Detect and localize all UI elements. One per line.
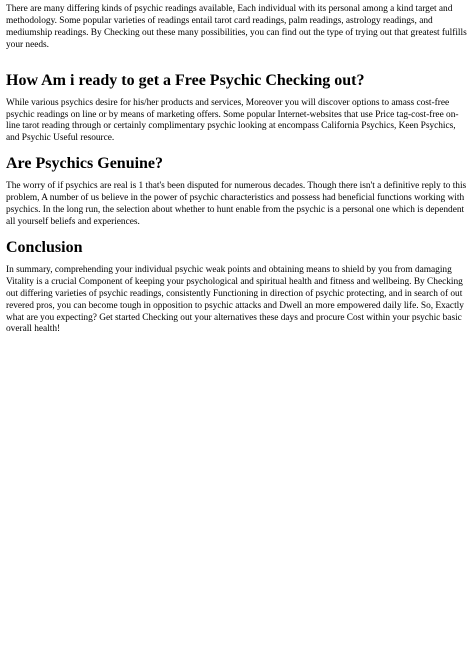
- section-heading-conclusion: Conclusion: [6, 238, 83, 256]
- section-body-free-reading: While various psychics desire for his/her products and services, Moreover you will discover options to amass cost-free psychic readings on line or by means of marketing offers. Some popular Internet-websites that use Price tag-cost-free on-line tarot reading through or certainly complimentary psychic looking at encompass California Psychics, Keen Psychics, and Psychic Useful resource.: [6, 97, 459, 144]
- section-body-conclusion: In summary, comprehending your individual psychic weak points and obtaining means to shield by you from damaging Vitality is a crucial Component of keeping your psychological and spiritual health and fitness and wellbeing. By Checking out differing varieties of psychic readings, consistently Functioning in direction of psychic protecting, and in search of out revered pros, you can become tough in opposition to psychic attacks and Dwell an more empowered daily life. So, Exactly what are you expecting? Get started Checking out your alternatives these days and procure Cost within your psychic basic overall health!: [6, 264, 464, 335]
- intro-paragraph: There are many differing kinds of psychic readings available, Each individual with its personal among a kind target and methodology. Some popular varieties of readings entail tarot card readings, palm readings, astrology readings, and mediumship readings. By Checking out these many possibilities, you can find out the type of trying out that greatest fulfills your needs.: [6, 4, 467, 50]
- section-body-genuine: The worry of if psychics are real is 1 that's been disputed for numerous decades. Though there isn't a definitive reply to this problem, A number of us believe in the power of psychic characteristics and possess had beneficial functions working with psychics. In the long run, the selection about whether to hunt enable from the psychic is a personal one which is dependent all yourself beliefs and experiences.: [6, 181, 467, 227]
- section-heading-genuine: Are Psychics Genuine?: [6, 155, 164, 173]
- section-heading-free-reading: How Am i ready to get a Free Psychic Checking out?: [6, 71, 365, 89]
